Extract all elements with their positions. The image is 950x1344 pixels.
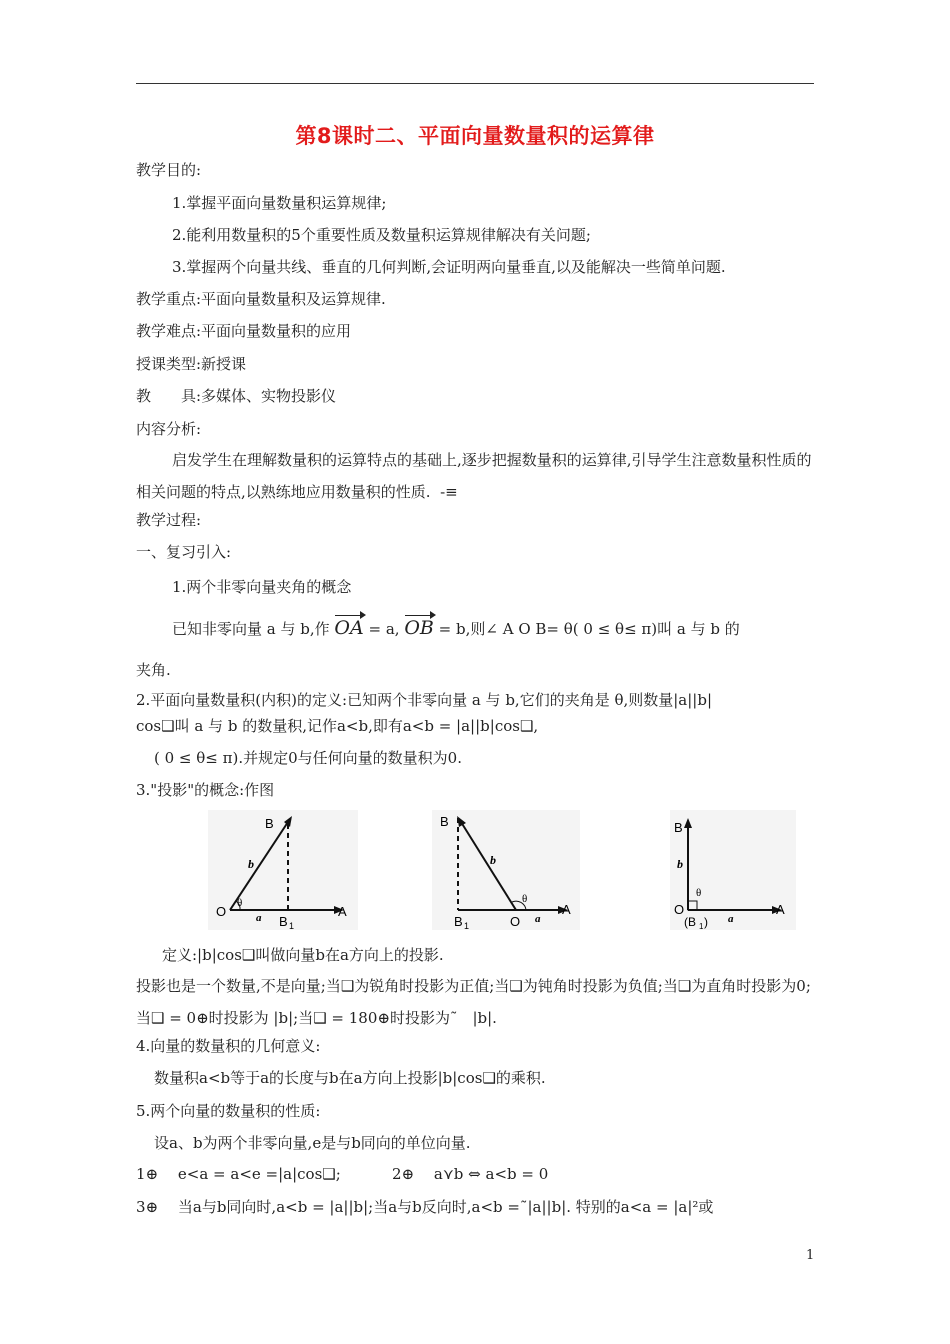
vector-ob: OB	[404, 617, 434, 639]
fig1-label-O: O	[216, 904, 227, 919]
fig1-label-B1: B	[279, 914, 288, 929]
projection-explanation: 投影也是一个数量,不是向量;当❑为锐角时投影为正值;当❑为钝角时投影为负值;当❑为直角时投影为0;当❑ = 0⊕时投影为 |b|;当❑ = 180⊕时投影为˜ |b|.	[136, 977, 811, 1027]
item-1-part-2: = a,	[368, 620, 400, 638]
fig1-label-sub: 1	[289, 921, 295, 930]
fig3-label-B: B	[674, 820, 683, 835]
fig2-label-theta: θ	[522, 893, 528, 905]
review-heading: 一、复习引入:	[136, 543, 232, 561]
fig2-label-B1: B	[454, 914, 463, 929]
item-1-part-3: = b,则∠ A O B= θ( 0 ≤ θ≤ π)叫 a 与 b 的	[438, 620, 740, 638]
item-5-body: 设a、b为两个非零向量,e是与b同向的单位向量.	[154, 1134, 471, 1152]
lesson-type: 授课类型:新授课	[136, 355, 247, 373]
fig1-label-theta: θ	[237, 897, 243, 909]
fig2-label-b: b	[490, 853, 496, 867]
fig3-label-sub: 1	[699, 922, 704, 930]
item-1-line	[172, 618, 740, 639]
fig1-label-A: A	[338, 904, 347, 919]
vector-oa: OA	[334, 617, 364, 639]
objective-1: 1.掌握平面向量数量积运算规律;	[172, 194, 387, 212]
fig3-label-A: A	[776, 902, 785, 917]
item-2-line-3: ( 0 ≤ θ≤ π).并规定0与任何向量的数量积为0.	[154, 749, 462, 767]
analysis-body: 启发学生在理解数量积的运算特点的基础上,逐步把握数量积的运算律,引导学生注意数量积性质的相关问题的特点,以熟练地应用数量积的性质.	[136, 451, 812, 501]
projection-figure-acute	[208, 810, 358, 930]
property-3: 3⊕ 当a与b同向时,a<b = |a||b|;当a与b反向时,a<b =˜|a||b|. 特别的a<a = |a|²或	[136, 1198, 714, 1216]
item-2-line-1: 2.平面向量数量积(内积)的定义:已知两个非零向量 a 与 b,它们的夹角是 θ,则数量|a||b|	[136, 691, 713, 709]
item-3-heading: 3."投影"的概念:作图	[136, 781, 275, 799]
fig2-label-a: a	[535, 913, 541, 925]
projection-figure-obtuse	[432, 810, 580, 930]
item-4-body: 数量积a<b等于a的长度与b在a方向上投影|b|cos❑的乘积.	[154, 1069, 546, 1087]
item-1-end: 夹角.	[136, 661, 171, 679]
analysis-mark: -≡	[440, 483, 458, 501]
fig2-label-B: B	[440, 814, 449, 829]
figure-right-svg	[670, 810, 796, 930]
fig1-label-a: a	[256, 912, 262, 924]
objective-3: 3.掌握两个向量共线、垂直的几何判断,会证明两向量垂直,以及能解决一些简单问题.	[172, 258, 726, 276]
item-4-heading: 4.向量的数量积的几何意义:	[136, 1037, 321, 1055]
projection-figure-right	[670, 810, 796, 930]
fig2-label-A: A	[562, 902, 571, 917]
fig3-label-theta: θ	[696, 887, 702, 899]
item-1-heading: 1.两个非零向量夹角的概念	[172, 578, 352, 596]
item-5-heading: 5.两个向量的数量积的性质:	[136, 1102, 321, 1120]
header-rule	[136, 83, 814, 84]
property-1: 1⊕ e<a = a<e =|a|cos❑;	[136, 1165, 341, 1183]
property-2: 2⊕ a⋎b ⇔ a<b = 0	[392, 1165, 549, 1183]
item-2-line-2: cos❑叫 a 与 b 的数量积,记作a<b,即有a<b = |a||b|cos❑,	[136, 717, 539, 735]
item-1-part-1: 已知非零向量 a 与 b,作	[172, 620, 330, 638]
difficulty: 教学难点:平面向量数量积的应用	[136, 322, 352, 340]
objectives-heading: 教学目的:	[136, 161, 202, 179]
figure-acute-svg	[208, 810, 358, 930]
page-number: 1	[806, 1248, 815, 1263]
fig1-label-B: B	[265, 816, 274, 831]
teaching-tools: 教 具:多媒体、实物投影仪	[136, 387, 337, 405]
fig2-label-O: O	[510, 914, 521, 929]
fig3-label-b: b	[677, 857, 683, 871]
analysis-heading: 内容分析:	[136, 420, 202, 438]
process-heading: 教学过程:	[136, 511, 202, 529]
key-point: 教学重点:平面向量数量积及运算规律.	[136, 290, 386, 308]
fig1-label-b: b	[248, 857, 254, 871]
fig2-label-sub: 1	[464, 921, 470, 930]
fig3-label-O: O	[674, 902, 685, 917]
fig3-label-a: a	[728, 913, 734, 925]
objective-2: 2.能利用数量积的5个重要性质及数量积运算规律解决有关问题;	[172, 226, 591, 244]
projection-definition: 定义:|b|cos❑叫做向量b在a方向上的投影.	[162, 946, 444, 964]
page-title: 第8课时二、平面向量数量积的运算律	[295, 124, 655, 148]
analysis-paragraph	[136, 444, 816, 508]
figure-obtuse-svg	[432, 810, 580, 930]
fig3-label-B1-open: (B	[684, 915, 696, 929]
fig3-label-B1-close: )	[704, 915, 708, 929]
